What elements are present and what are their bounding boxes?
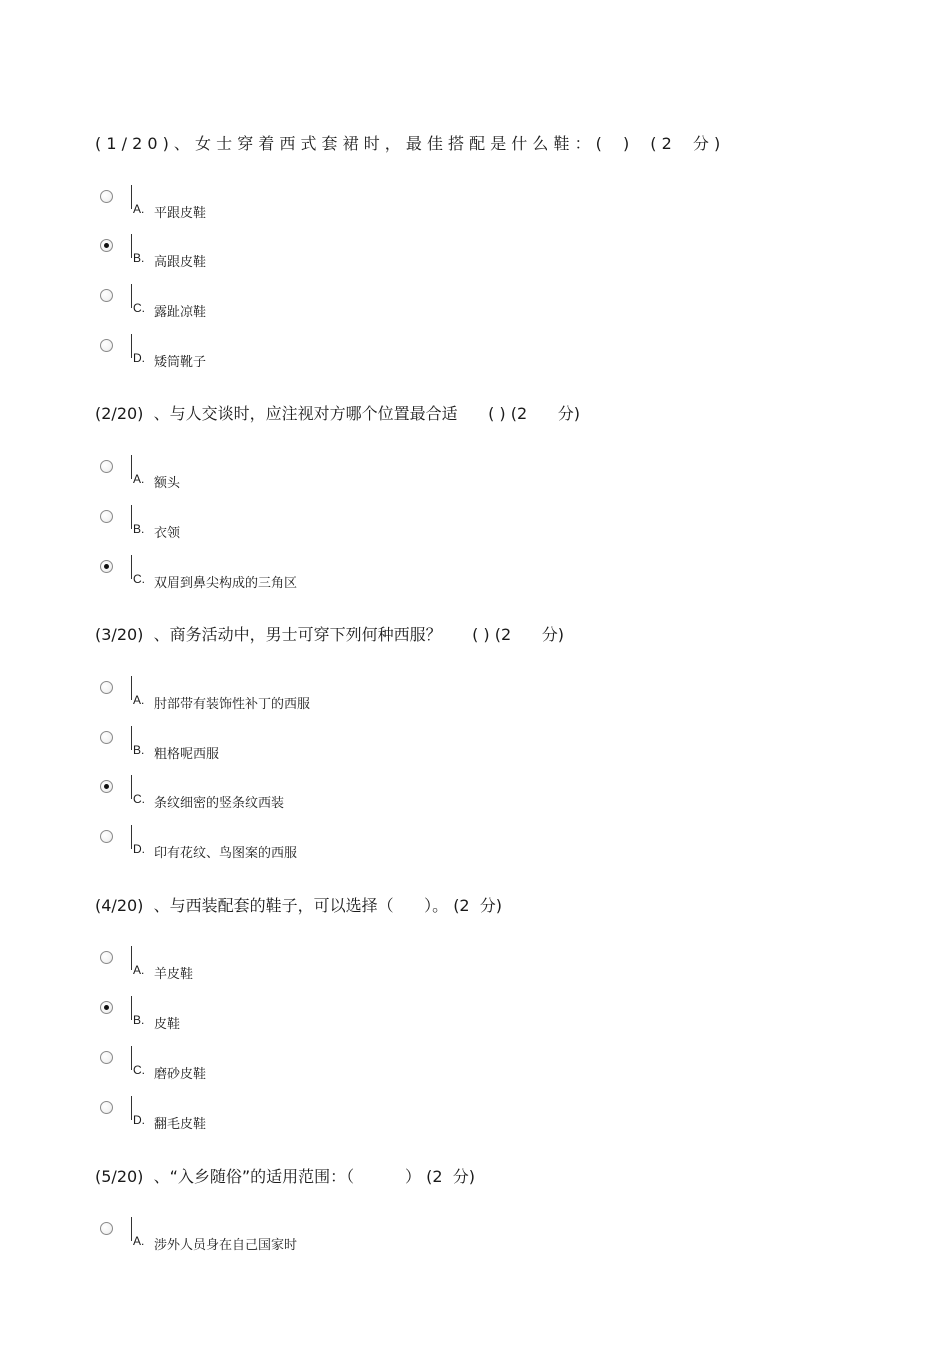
radio-button[interactable]	[100, 1222, 113, 1235]
option-text: 翻毛皮鞋	[154, 1117, 207, 1132]
option-letter: B.	[133, 522, 145, 536]
radio-button[interactable]	[100, 289, 113, 302]
option-letter: C.	[133, 572, 145, 586]
option-text: 条纹细密的竖条纹西装	[154, 796, 285, 811]
option-text: 磨砂皮鞋	[154, 1067, 207, 1082]
option-1-c[interactable]	[100, 289, 700, 325]
divider	[131, 825, 132, 849]
option-letter: A.	[133, 202, 145, 216]
question-title: ( 1 / 2 0 ) 、 女 士 穿 着 西 式 套 裙 时 ， 最 佳 搭 配 是 什 么 鞋 ： ( ) ( 2 分 )	[95, 134, 721, 153]
radio-button[interactable]	[100, 681, 113, 694]
option-4-c[interactable]	[100, 1051, 700, 1087]
option-text: 皮鞋	[154, 1017, 181, 1032]
option-text: 肘部带有装饰性补丁的西服	[154, 697, 311, 712]
option-text: 粗格呢西服	[154, 747, 220, 762]
option-2-b[interactable]	[100, 510, 700, 546]
question-title: (2/20) 、与人交谈时，应注视对方哪个位置最合适 ( ) (2 分)	[95, 404, 580, 423]
divider	[131, 505, 132, 529]
divider	[131, 946, 132, 970]
option-3-d[interactable]	[100, 830, 700, 866]
option-5-a[interactable]	[100, 1222, 700, 1258]
option-letter: D.	[133, 1113, 145, 1127]
radio-button[interactable]	[100, 239, 113, 252]
option-3-b[interactable]	[100, 731, 700, 767]
radio-button[interactable]	[100, 560, 113, 573]
option-text: 衣领	[154, 526, 181, 541]
option-letter: D.	[133, 842, 145, 856]
question-title: (3/20) 、商务活动中，男士可穿下列何种西服？ ( ) (2 分)	[95, 625, 564, 644]
option-letter: D.	[133, 351, 145, 365]
option-text: 露趾凉鞋	[154, 305, 207, 320]
option-4-b[interactable]	[100, 1001, 700, 1037]
option-text: 平跟皮鞋	[154, 206, 207, 221]
option-letter: A.	[133, 693, 145, 707]
option-text: 印有花纹、鸟图案的西服	[154, 846, 298, 861]
option-letter: A.	[133, 1234, 145, 1248]
option-text: 额头	[154, 476, 181, 491]
option-1-d[interactable]	[100, 339, 700, 375]
option-text: 矮筒靴子	[154, 355, 207, 370]
radio-button[interactable]	[100, 460, 113, 473]
radio-button[interactable]	[100, 951, 113, 964]
divider	[131, 334, 132, 358]
question-title: (5/20) 、“入乡随俗”的适用范围：（ ） (2 分)	[95, 1167, 475, 1186]
option-letter: C.	[133, 301, 145, 315]
divider	[131, 1096, 132, 1120]
option-text: 涉外人员身在自己国家时	[154, 1238, 298, 1253]
option-text: 羊皮鞋	[154, 967, 194, 982]
option-3-a[interactable]	[100, 681, 700, 717]
radio-button[interactable]	[100, 1051, 113, 1064]
option-1-a[interactable]	[100, 190, 700, 226]
option-letter: C.	[133, 792, 145, 806]
option-text: 双眉到鼻尖构成的三角区	[154, 576, 298, 591]
divider	[131, 726, 132, 750]
question-title: (4/20) 、与西装配套的鞋子，可以选择（ ）。 (2 分)	[95, 896, 503, 915]
option-text: 高跟皮鞋	[154, 255, 207, 270]
radio-button[interactable]	[100, 510, 113, 523]
option-1-b[interactable]	[100, 239, 700, 275]
option-4-d[interactable]	[100, 1101, 700, 1137]
radio-button[interactable]	[100, 731, 113, 744]
divider	[131, 455, 132, 479]
radio-button[interactable]	[100, 830, 113, 843]
radio-button[interactable]	[100, 339, 113, 352]
radio-button[interactable]	[100, 1101, 113, 1114]
option-2-a[interactable]	[100, 460, 700, 496]
option-letter: B.	[133, 743, 145, 757]
option-letter: C.	[133, 1063, 145, 1077]
radio-button[interactable]	[100, 190, 113, 203]
option-4-a[interactable]	[100, 951, 700, 987]
option-letter: A.	[133, 963, 145, 977]
divider	[131, 185, 132, 209]
option-2-c[interactable]	[100, 560, 700, 596]
divider	[131, 1217, 132, 1241]
option-letter: B.	[133, 1013, 145, 1027]
divider	[131, 676, 132, 700]
option-letter: B.	[133, 251, 145, 265]
option-3-c[interactable]	[100, 780, 700, 816]
option-letter: A.	[133, 472, 145, 486]
divider	[131, 555, 132, 579]
radio-button[interactable]	[100, 1001, 113, 1014]
divider	[131, 775, 132, 799]
divider	[131, 234, 132, 258]
divider	[131, 1046, 132, 1070]
radio-button[interactable]	[100, 780, 113, 793]
divider	[131, 284, 132, 308]
divider	[131, 996, 132, 1020]
